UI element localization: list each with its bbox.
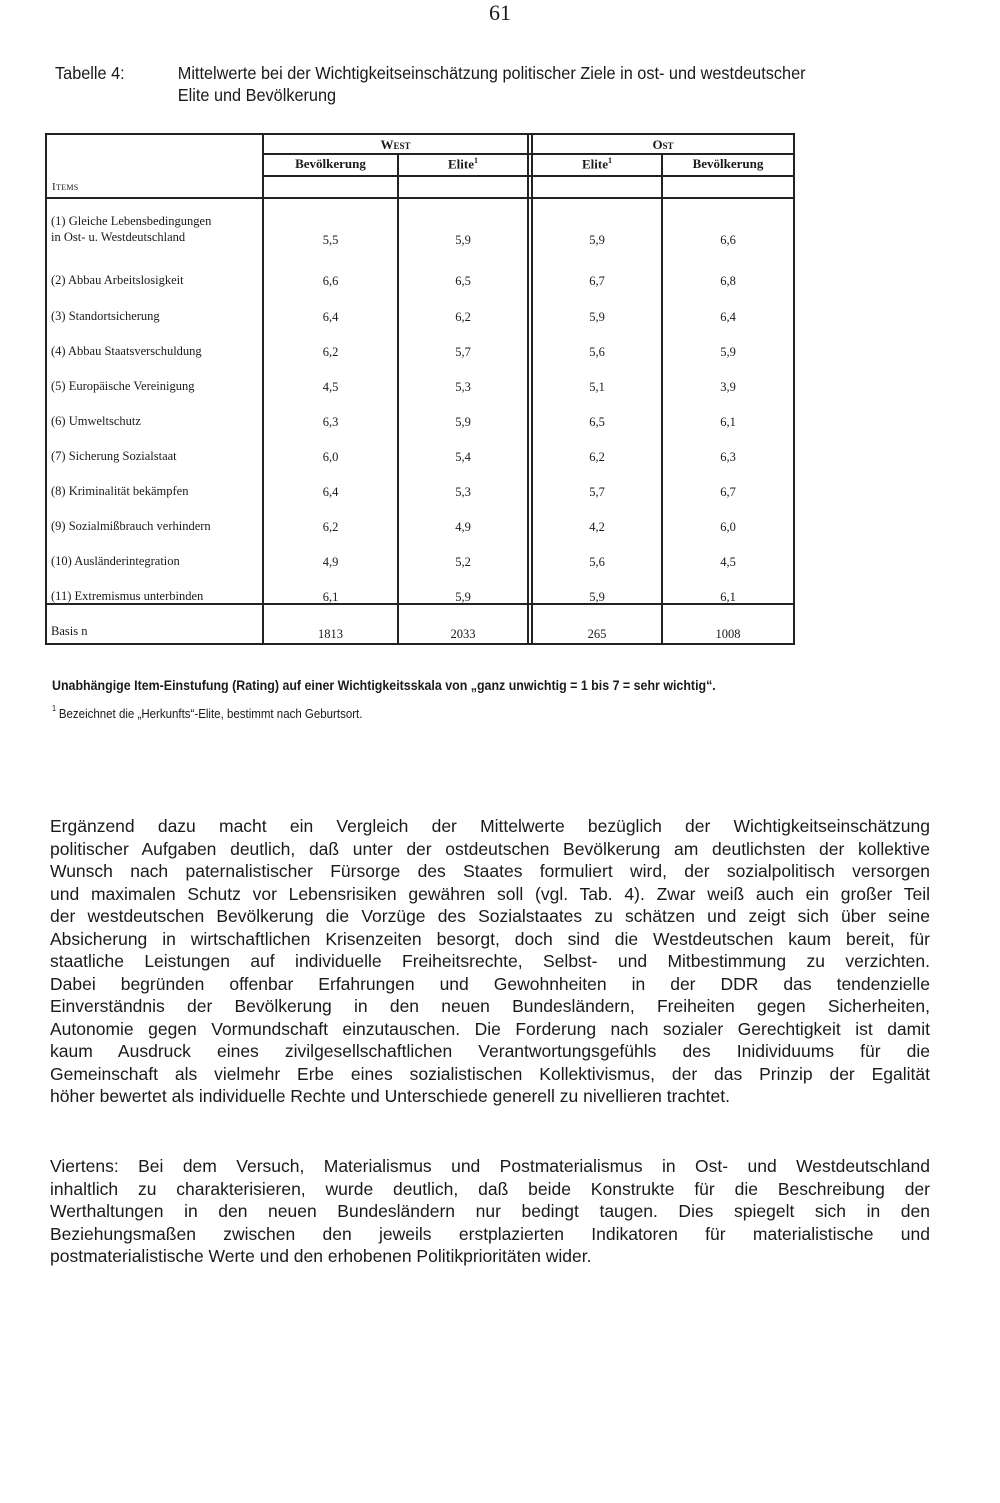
footnote-marker: 1 (608, 156, 612, 165)
paragraph-line: Ergänzend dazu macht ein Vergleich der Mittelwerte bezüglich der Wichtigkeitseinschätzung (50, 816, 930, 836)
table-cell: 5,9 (455, 415, 471, 429)
paragraph-line: politischer Aufgaben deutlich, daß unter der ostdeutschen Bevölkerung am deutlichsten der kollektive (50, 838, 930, 859)
table-row-divider (47, 197, 793, 199)
paragraph-line: Autonomie gegen Vormundschaft einzutauschen. Die Forderung nach sozialer Gerechtigkeit ist damit (50, 1018, 930, 1039)
paragraph-line: Einverständnis der Bevölkerung in den neuen Bundesländern, Freiheiten gegen Sicherheiten, (50, 996, 930, 1016)
footnote (52, 704, 362, 721)
data-table (45, 133, 795, 645)
paragraph-line: Beziehungsmaßen zwischen den jeweils erstplazierten Indikatoren für materialistische und (50, 1223, 930, 1244)
table-cell: 6,2 (322, 520, 339, 534)
column-header-label: Bevölkerung (295, 156, 366, 171)
table-cell: 5,9 (455, 233, 471, 247)
group-header-ost: Ost (652, 137, 674, 152)
item-label-line: (7) Sicherung Sozialstaat (51, 449, 177, 463)
table-cell: 6,2 (455, 310, 471, 324)
item-label (51, 272, 263, 288)
footnote-marker: 1 (52, 704, 57, 713)
table-cell: 6,7 (589, 274, 605, 288)
footnote-marker: 1 (474, 156, 478, 165)
table-cell: 6,1 (322, 590, 339, 604)
table-row-divider (262, 153, 793, 155)
item-label-line: (2) Abbau Arbeitslosigkeit (51, 273, 184, 287)
basis-label: Basis n (51, 624, 88, 638)
basis-value: 1008 (715, 627, 741, 641)
table-cell: 6,4 (720, 310, 736, 324)
table-cell: 5,9 (589, 233, 605, 247)
table-caption-title-line: Elite und Bevölkerung (177, 85, 337, 105)
table-cell: 6,1 (720, 590, 736, 604)
table-caption-label: Tabelle 4: (55, 63, 125, 83)
item-label-line: (1) Gleiche Lebensbedingungen (51, 214, 212, 228)
table-cell: 5,7 (455, 345, 471, 359)
paragraph-line: kaum Ausdruck eines zivilgesellschaftlichen Verantwortungsgefühls des Inidividuums für die (50, 1041, 930, 1061)
table-cell: 5,1 (589, 380, 605, 394)
table-column-divider (527, 135, 529, 643)
paragraph-line: staatliche Leistungen auf individuelle Freiheitsrechte, Selbst- und Mitbestimmung zu verzichten. (50, 951, 930, 971)
item-label-line: (9) Sozialmißbrauch verhindern (51, 519, 211, 533)
item-label-line: (4) Abbau Staatsverschuldung (51, 344, 202, 358)
table-cell: 6,5 (455, 274, 471, 288)
item-label-line: (6) Umweltschutz (51, 414, 141, 428)
paragraph-line: postmaterialistische Werte und den erhobenen Politikprioritäten wider. (50, 1246, 592, 1266)
paragraph-line: Wunsch nach paternalistischer Fürsorge des Staates formuliert wird, der sozialpolitisch versorgen (50, 861, 930, 881)
items-header: Items (52, 181, 79, 193)
item-label (51, 308, 263, 324)
table-cell: 5,9 (455, 590, 471, 604)
table-cell: 5,5 (322, 233, 339, 247)
paragraph-line: der westdeutschen Bevölkerung die Vorzüge des Sozialstaates zu schätzen und zeigt sich über seine (50, 906, 930, 926)
table-cell: 4,2 (589, 520, 605, 534)
table-cell: 5,2 (455, 555, 471, 569)
table-cell: 4,9 (322, 555, 339, 569)
column-header-ost-bevoelkerung (663, 156, 793, 172)
item-label (51, 518, 263, 534)
column-header-west-elite (399, 156, 527, 172)
paragraph-line: Dabei begründen offenbar Erfahrungen und Gewohnheiten in der DDR das tendenzielle (50, 973, 930, 994)
item-label-line: (5) Europäische Vereinigung (51, 379, 195, 393)
table-cell: 5,3 (455, 380, 471, 394)
item-label-line: (3) Standortsicherung (51, 309, 160, 323)
table-cell: 5,6 (589, 345, 605, 359)
column-header-label: Bevölkerung (692, 156, 764, 171)
table-cell: 6,6 (322, 274, 339, 288)
table-cell: 5,9 (589, 310, 605, 324)
table-cell: 6,0 (322, 450, 339, 464)
basis-value: 1813 (318, 627, 343, 641)
item-label (51, 588, 263, 604)
paragraph-line: Viertens: Bei dem Versuch, Materialismus und Postmaterialismus in Ost- und Westdeutschland (50, 1156, 930, 1176)
table-cell: 6,1 (720, 415, 736, 429)
table-cell: 6,3 (322, 415, 339, 429)
footnote-text: Bezeichnet die „Herkunfts“-Elite, bestimmt nach Geburtsort. (58, 707, 363, 721)
table-cell: 5,6 (589, 555, 605, 569)
basis-value: 2033 (450, 627, 476, 641)
table-cell: 6,2 (589, 450, 605, 464)
table-cell: 6,3 (720, 450, 736, 464)
table-cell: 4,5 (720, 555, 736, 569)
table-cell: 6,6 (720, 233, 736, 247)
table-cell: 5,4 (455, 450, 471, 464)
item-label-line: (11) Extremismus unterbinden (51, 589, 204, 603)
table-cell: 4,9 (455, 520, 471, 534)
page-number: 61 (489, 0, 511, 25)
body-paragraph (50, 815, 930, 1108)
item-label-line: (8) Kriminalität bekämpfen (51, 484, 189, 498)
basis-value: 265 (587, 627, 607, 641)
item-label (51, 448, 263, 464)
rating-note: Unabhängige Item-Einstufung (Rating) auf einer Wichtigkeitsskala von „ganz unwichtig = 1 bis 7 = sehr wichtig“. (52, 678, 716, 693)
item-label (51, 378, 263, 394)
item-label (51, 553, 263, 569)
table-cell: 6,7 (720, 485, 736, 499)
paragraph-line: Werthaltungen in den neuen Bundesländern nur bedingt taugen. Dies spiegelt sich in den (50, 1201, 930, 1221)
column-header-label: Elite (448, 156, 474, 172)
column-header-label: Elite (582, 156, 608, 172)
table-caption-title-line: Mittelwerte bei der Wichtigkeitseinschätzung politischer Ziele in ost- und westdeutscher (177, 63, 806, 83)
table-cell: 5,3 (455, 485, 471, 499)
table-caption-title (178, 62, 978, 106)
body-paragraph (50, 1155, 930, 1268)
table-cell: 6,0 (720, 520, 736, 534)
column-header-west-bevoelkerung (264, 156, 397, 172)
group-header-west: West (380, 137, 411, 152)
table-cell: 5,9 (589, 590, 605, 604)
table-cell: 6,2 (322, 345, 339, 359)
paragraph-line: inhaltlich zu charakterisieren, wurde deutlich, daß beide Konstrukte für die Beschreibung der (50, 1178, 930, 1199)
paragraph-line: und maximalen Schutz vor Lebensrisiken gewähren soll (vgl. Tab. 4). Zwar weiß auch ein großer Teil (50, 883, 930, 904)
table-cell: 6,4 (322, 485, 339, 499)
paragraph-line: Gemeinschaft als vielmehr Erbe eines sozialistischen Kollektivismus, der das Prinzip der Egalität (50, 1063, 930, 1084)
table-cell: 6,8 (720, 274, 736, 288)
paragraph-line: höher bewertet als individuelle Rechte und Unterschiede generell zu nivellieren trachtet. (50, 1086, 730, 1106)
column-header-ost-elite (533, 156, 661, 172)
table-cell: 6,5 (589, 415, 605, 429)
table-cell: 5,9 (720, 345, 736, 359)
table-cell: 4,5 (322, 380, 339, 394)
item-label (51, 213, 263, 245)
table-cell: 6,4 (322, 310, 339, 324)
item-label (51, 343, 263, 359)
table-row-divider (262, 175, 793, 177)
table-cell: 3,9 (720, 380, 736, 394)
table-cell: 5,7 (589, 485, 605, 499)
item-label-line: (10) Ausländerintegration (51, 554, 180, 568)
item-label (51, 483, 263, 499)
item-label-line: in Ost- u. Westdeutschland (51, 230, 186, 244)
item-label (51, 413, 263, 429)
paragraph-line: Absicherung in wirtschaftlichen Krisenzeiten besorgt, doch sind die Westdeutschen kaum bereit, für (50, 928, 930, 949)
